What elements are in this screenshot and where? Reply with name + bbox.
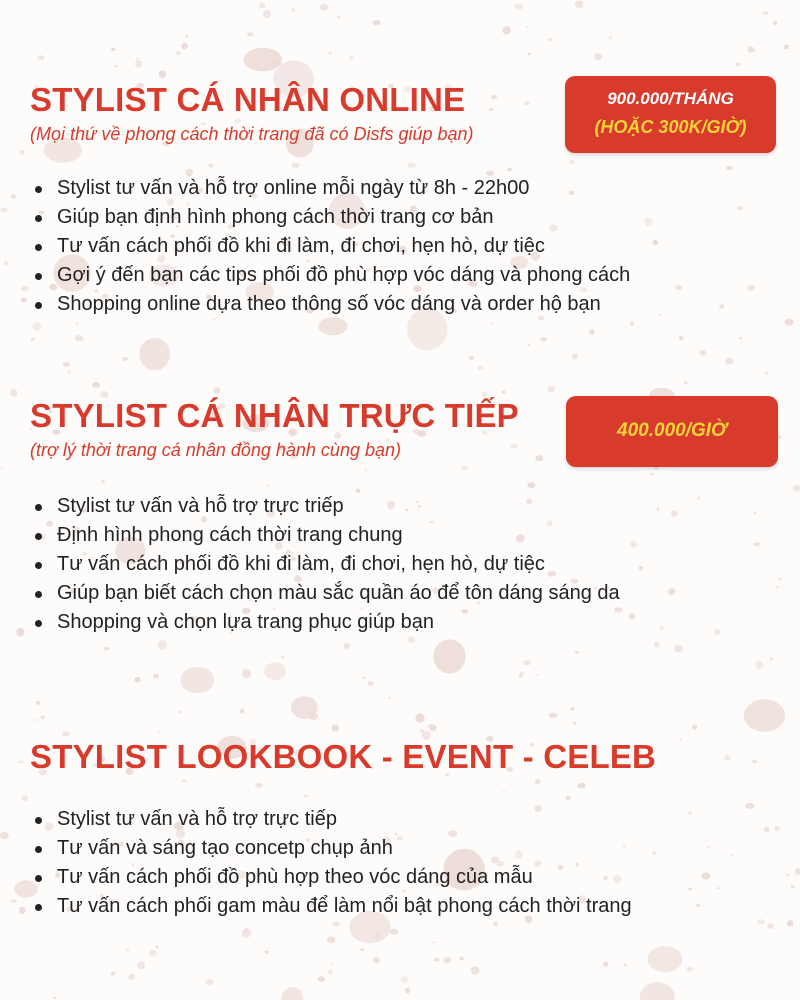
speckle [434,958,439,962]
speckle [111,971,116,975]
speckle [327,936,335,943]
speckle [471,966,480,974]
speckle [373,957,380,964]
speckle [773,21,777,25]
speckle [774,826,780,831]
speckle [136,57,139,60]
speckle [787,920,794,927]
speckle [414,332,417,334]
speckle [67,370,71,373]
speckle [264,662,286,680]
speckle [281,656,285,660]
speckle [11,899,17,903]
speckle [115,65,118,68]
speckle [362,677,365,679]
speckle [528,52,531,55]
speckle [182,43,188,49]
speckle [21,298,27,303]
list-item: Tư vấn cách phối đồ khi đi làm, đi chơi, hẹn hò, dự tiệc [30,550,620,579]
speckle [468,356,474,360]
speckle [547,38,552,42]
speckle [523,660,531,665]
speckle [747,46,754,53]
speckle [755,661,763,669]
list-item: Stylist tư vấn và hỗ trợ online mỗi ngày từ 8h - 22h00 [30,174,630,203]
speckle [281,987,303,1000]
speckle [1,208,8,213]
speckle [428,724,436,730]
list-item: Tư vấn cách phối đồ khi đi làm, đi chơi, hẹn hò, dự tiệc [30,232,630,261]
price-badge-online [565,76,776,153]
section-title-lookbook: STYLIST LOOKBOOK - EVENT - CELEB [30,738,657,775]
speckle [368,681,374,686]
speckle [180,667,214,693]
speckle [765,371,769,375]
speckle [725,358,733,365]
speckle [11,194,17,199]
speckle [575,0,584,8]
speckle [328,970,333,974]
speckle [795,868,800,875]
speckle [415,713,424,723]
speckle [213,387,220,394]
speckle [126,948,130,951]
speckle [460,956,464,960]
speckle [526,26,528,28]
feature-list-direct [30,492,620,637]
speckle [419,729,424,733]
list-item: Định hình phong cách thời trang chung [30,521,620,550]
speckle [331,962,334,965]
speckle [778,578,781,581]
speckle [791,885,795,889]
speckle [153,674,159,679]
list-item: Stylist tư vấn và hỗ trợ trực tiếp [30,805,632,834]
speckle [291,9,295,13]
speckle [149,950,157,956]
price-monthly: 900.000/THÁNG [607,89,734,108]
section-title-online: STYLIST CÁ NHÂN ONLINE [30,81,466,118]
speckle [684,381,688,385]
list-item: Shopping và chọn lựa trang phục giúp bạn [30,608,620,637]
speckle [53,997,56,1000]
speckle [332,724,339,732]
speckle [603,962,608,967]
speckle [528,344,530,346]
speckle [134,677,140,683]
speckle [1,466,4,468]
speckle [432,942,435,944]
speckle [574,651,579,654]
speckle [137,961,145,969]
speckle [16,628,24,637]
speckle [122,357,128,361]
speckle [104,647,109,651]
speckle [776,586,779,589]
speckle [242,669,251,678]
speckle [549,713,558,719]
speckle [263,10,271,18]
speckle [176,51,181,56]
speckle [20,150,25,154]
speckle [372,20,380,25]
speckle [4,260,9,265]
price-hourly: (HOẶC 300K/GIỜ) [594,117,747,137]
list-item: Shopping online dựa theo thông số vóc dáng và order hộ bạn [30,290,630,319]
speckle [318,976,326,982]
speckle [178,711,181,713]
speckle [609,36,612,38]
price-hourly-direct: 400.000/GIỜ [617,420,727,441]
speckle [259,3,266,9]
speckle [594,53,602,60]
speckle [129,973,135,980]
speckle [770,657,774,660]
speckle [502,26,510,35]
feature-list-online [30,174,630,319]
speckle [405,988,410,993]
speckle [75,335,84,341]
speckle [520,672,525,676]
speckle [272,58,279,65]
speckle [320,4,329,11]
list-item: Tư vấn cách phối đồ phù hợp theo vóc dáng của mẫu [30,863,632,892]
speckle [21,286,29,292]
speckle [111,48,115,51]
speckle [38,55,45,59]
list-item: Gợi ý đến bạn các tips phối đồ phù hợp vóc dáng và phong cách [30,261,630,290]
list-item: Tư vấn cách phối gam màu để làm nổi bật phong cách thời trang [30,892,632,921]
speckle [735,63,740,67]
speckle [502,391,506,394]
speckle [785,874,789,877]
speckle [41,715,46,719]
speckle [158,731,161,733]
speckle [18,761,23,764]
speckle [205,979,213,985]
speckle [785,319,794,326]
speckle [0,832,9,839]
section-title-direct: STYLIST CÁ NHÂN TRỰC TIẾP [30,397,519,434]
speckle [31,338,35,342]
section-subtitle-online: (Mọi thứ về phong cách thời trang đã có Disfs giúp bạn) [30,124,474,144]
section-subtitle-direct: (trợ lý thời trang cá nhân đồng hành cùng bạn) [30,440,401,460]
speckle [159,70,166,78]
speckle [19,907,26,914]
speckle [700,350,707,356]
speckle [291,696,318,719]
speckle [647,946,682,972]
section-lookbook-stylist [30,737,770,937]
speckle [139,338,170,371]
speckle [62,731,70,736]
speckle [624,964,627,967]
speckle [793,485,800,492]
speckle [572,354,578,359]
speckle [63,362,70,367]
speckle [573,722,577,725]
speckle [537,674,539,676]
speckle [401,976,408,982]
speckle [763,11,769,15]
speckle [36,701,41,706]
speckle [350,56,353,59]
speckle [337,16,341,19]
speckle [360,948,364,951]
speckle [687,967,693,972]
list-item: Stylist tư vấn và hỗ trợ trực triếp [30,492,620,521]
speckle [264,951,268,954]
list-item: Giúp bạn biết cách chọn màu sắc quần áo để tôn dáng sáng da [30,579,620,608]
speckle [34,719,37,721]
speckle [589,330,595,335]
speckle [10,389,17,397]
speckle [444,957,451,963]
speckle [240,709,245,714]
feature-list-lookbook [30,805,632,921]
speckle [329,52,332,55]
list-item: Tư vấn và sáng tạo concetp chụp ảnh [30,834,632,863]
speckle [692,725,697,730]
speckle [640,982,675,1000]
speckle [135,60,142,68]
price-badge-direct [566,396,778,467]
speckle [744,699,785,732]
speckle [739,337,742,340]
speckle [477,366,483,370]
speckle [92,382,100,388]
speckle [515,4,524,10]
speckle [388,697,391,699]
speckle [540,337,547,341]
speckle [185,35,188,38]
speckle [247,32,254,36]
speckle [571,707,575,710]
speckle [783,45,788,50]
speckle [155,946,159,949]
speckle [679,336,684,341]
speckle [22,795,28,801]
speckle [547,386,555,393]
list-item: Giúp bạn định hình phong cách thời trang cơ bản [30,203,630,232]
